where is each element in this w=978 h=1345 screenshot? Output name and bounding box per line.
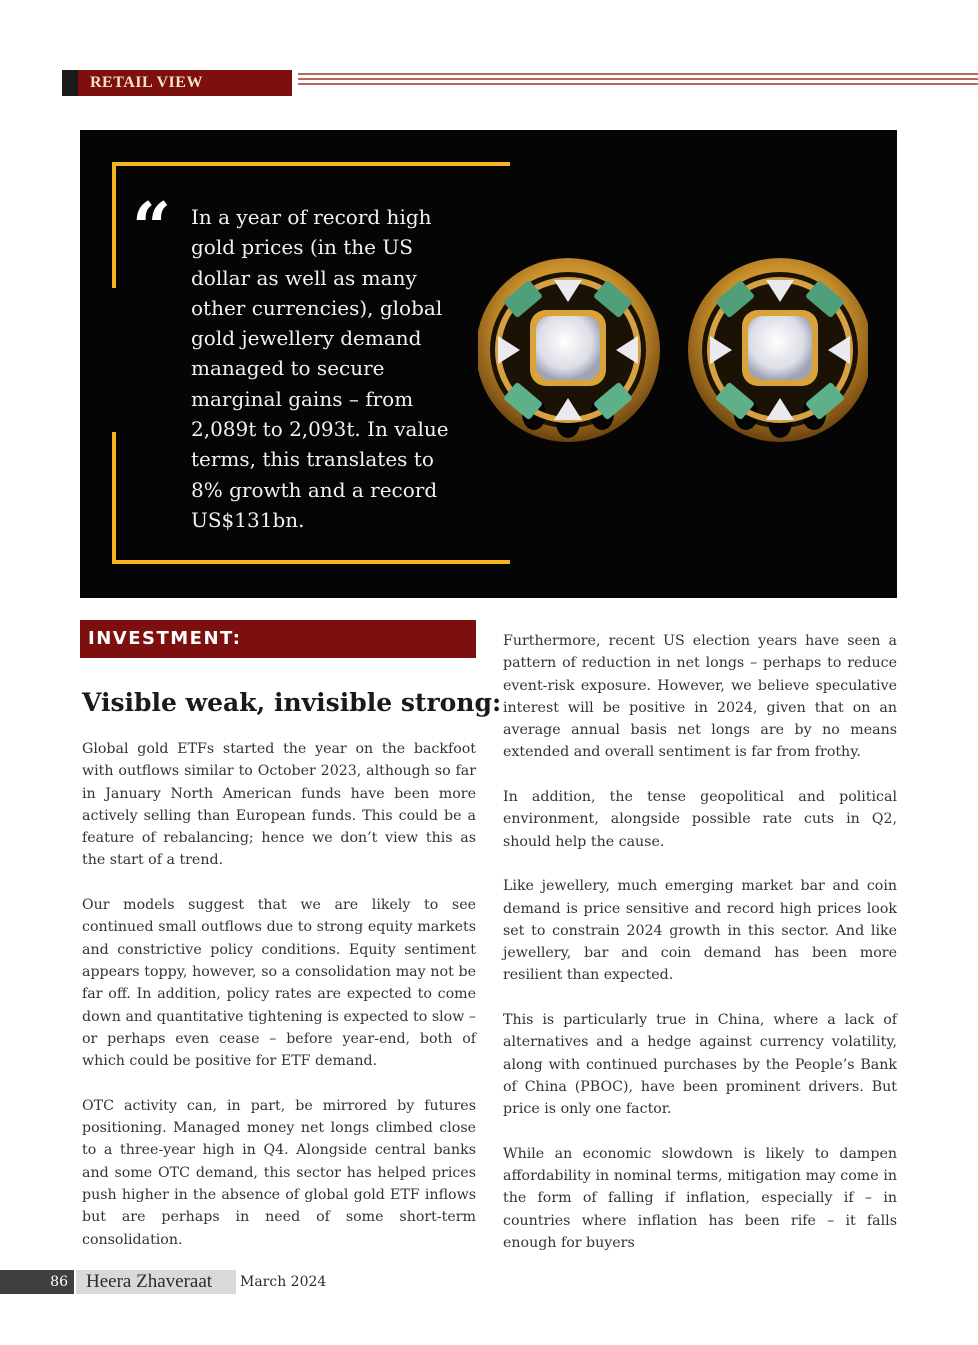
left-column: [82, 738, 476, 1273]
bracket-left-lower: [112, 432, 116, 564]
magazine-name: Heera Zhaveraat: [76, 1270, 236, 1294]
quote-mark-icon: “: [132, 188, 172, 268]
paragraph: This is particularly true in China, where a lack of alternatives and a hedge against currency volatility, along with continued purchases by the People’s Bank of China (PBOC), have been prominent drivers. But price is only one factor.: [503, 1012, 897, 1118]
left-earring: [478, 258, 660, 442]
right-column: [503, 630, 897, 1277]
pull-quote: In a year of record high gold prices (in the US dollar as well as many other currencies), global gold jewellery demand managed to secure marginal gains – from 2,089t to 2,093t. In value terms, this translates to 8% growth and a record US$131bn.: [191, 205, 449, 532]
section-label-bar: INVESTMENT:: [80, 620, 476, 658]
earrings-image: [478, 250, 868, 460]
paragraph: Our models suggest that we are likely to see continued small outflows due to strong equity markets and constrictive policy conditions. Equity sentiment appears toppy, however, so a consolidation may not be far off. In addition, policy rates are expected to come down and quantitative tightening is expected to slow – or perhaps even cease – before year-end, both of which could be positive for ETF demand.: [82, 897, 476, 1070]
page-number: 86: [0, 1270, 74, 1294]
bracket-bottom: [112, 560, 510, 564]
paragraph: OTC activity can, in part, be mirrored by futures positioning. Managed money net longs climbed close to a three-year high in Q4. Alongside central banks and some OTC demand, this sector has helped prices push higher in the absence of global gold ETF inflows but are perhaps in need of some short-term consolidation.: [82, 1097, 476, 1248]
bracket-left-upper: [112, 162, 116, 288]
article-headline: Visible weak, invisible strong:: [82, 688, 502, 717]
paragraph: In addition, the tense geopolitical and political environment, alongside possible rate cuts in Q2, should help the cause.: [503, 789, 897, 850]
header-rule-lines: [298, 73, 978, 93]
paragraph: While an economic slowdown is likely to dampen affordability in nominal terms, mitigation may come in the form of falling if inflation, especially if – in countries where inflation has been rife – it falls enough for buyers: [503, 1145, 897, 1252]
header-dark-block: [62, 70, 78, 96]
paragraph: Furthermore, recent US election years have seen a pattern of reduction in net longs – perhaps to reduce event-risk exposure. However, we believe speculative interest will be positive in 2024, given that on an average annual basis net longs are by no means extended and overall sentiment is far from frothy.: [503, 633, 897, 761]
right-earring: [688, 258, 868, 442]
section-tag: RETAIL VIEW: [78, 70, 292, 96]
paragraph: Like jewellery, much emerging market bar and coin demand is price sensitive and record high prices look set to constrain 2024 growth in this sector. And like jewellery, bar and coin demand has been more resilient than expected.: [503, 878, 897, 984]
paragraph: Global gold ETFs started the year on the backfoot with outflows similar to October 2023, although so far in January North American funds have been more actively selling than European funds. This could be a feature of rebalancing; hence we don’t view this as the start of a trend.: [82, 741, 476, 869]
hero-quote-panel: [80, 130, 897, 598]
issue-date: March 2024: [240, 1274, 327, 1290]
bracket-top: [112, 162, 510, 166]
